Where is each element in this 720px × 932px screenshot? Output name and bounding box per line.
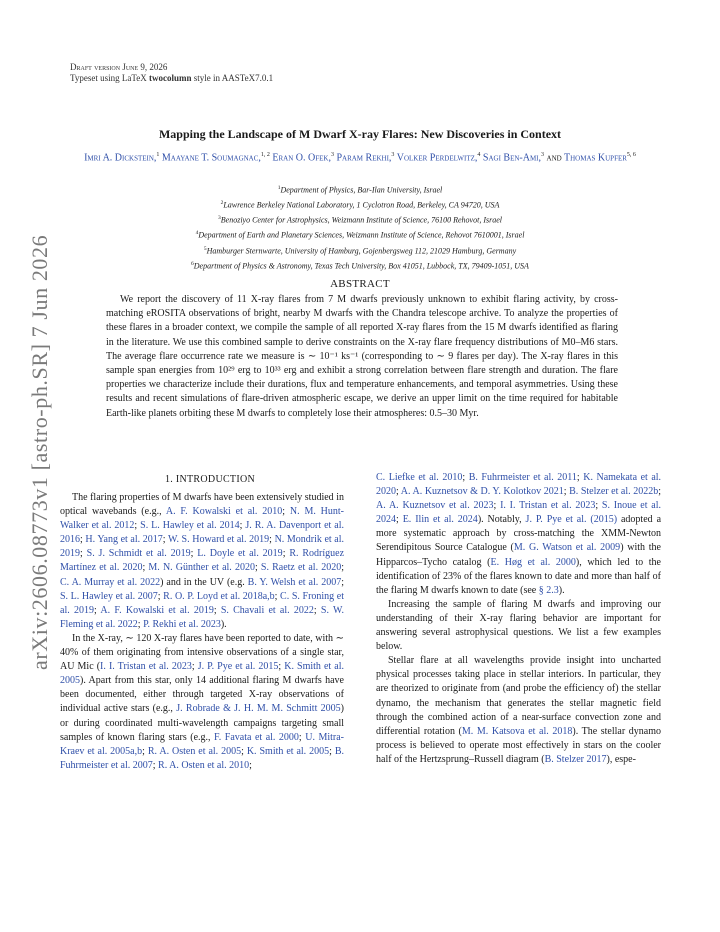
- typeset-line: [70, 73, 273, 84]
- citation-link[interactable]: R. O. P. Loyd et al. 2018a,b: [163, 590, 275, 602]
- intro-paragraph-3: Increasing the sample of flaring M dwarfs and improving our understanding of their X-ray flaring behavior are important for answering several astrophysical questions. We list a few examples below.: [376, 598, 661, 653]
- citation-link[interactable]: J. R. A. Davenport et al. 2016: [60, 520, 344, 546]
- affiliation-line: [60, 258, 660, 273]
- latex-logo: LaTeX: [121, 73, 147, 83]
- intro-paragraph-2: In the X-ray, ∼ 120 X-ray flares have been reported to date, with ∼ 40% of them originating from intensive observations of a single star, AU Mic (I. I. Tristan et al. 2023; J. P. Pye et al. 2015; K. Smith et al. 2005). Apart from this star, only 14 additional flaring M dwarfs have been documented, either through targeted X-ray observations of individual active stars (e.g., J. Robrade & J. H. M. M. Schmitt 2005) or during coordinated multi-wavelength campaigns targeting small samples of known flaring stars (e.g., F. Favata et al. 2000; U. Mitra-Kraev et al. 2005a,b; R. A. Osten et al. 2005; K. Smith et al. 2005; B. Fuhrmeister et al. 2007; R. A. Osten et al. 2010;: [60, 632, 345, 771]
- citation-link[interactable]: I. I. Tristan et al. 2023: [100, 661, 192, 673]
- left-column: [60, 491, 344, 773]
- affiliation-marker: 4: [195, 230, 199, 237]
- paper-title: Mapping the Landscape of M Dwarf X-ray Flares: New Discoveries in Context: [158, 127, 562, 141]
- citation-link[interactable]: B. Stelzer 2017: [544, 753, 607, 765]
- citation-link[interactable]: A. A. Kuznetsov & D. Y. Kolotkov 2021: [400, 486, 564, 498]
- affiliation-marker: 2: [220, 200, 224, 207]
- citation-link[interactable]: R. A. Osten et al. 2010: [158, 759, 250, 771]
- citation-link[interactable]: H. Yang et al. 2017: [85, 534, 163, 546]
- draft-version-text: Draft version June 9, 2026: [70, 62, 168, 72]
- affiliation-marker: 3: [218, 215, 221, 222]
- citation-link[interactable]: N. M. Hunt-Walker et al. 2012: [60, 506, 345, 532]
- citation-link[interactable]: J. P. Pye et al. 2015: [197, 661, 279, 673]
- citation-link[interactable]: W. S. Howard et al. 2019: [167, 534, 270, 546]
- affiliation-line: [60, 212, 660, 227]
- author-name[interactable]: Imri A. Dickstein,: [84, 152, 157, 164]
- affiliation-text: Hamburger Sternwarte, University of Hamburg, Gojenbergsweg 112, 21029 Hamburg, Germany: [206, 246, 517, 256]
- citation-link[interactable]: K. Smith et al. 2005: [60, 661, 345, 687]
- author-name[interactable]: Thomas Kupfer: [564, 152, 627, 164]
- citation-link[interactable]: L. Doyle et al. 2019: [197, 548, 283, 560]
- author-name[interactable]: Maayane T. Soumagnac,: [161, 152, 261, 164]
- citation-link[interactable]: P. Rekhi et al. 2023: [143, 618, 221, 630]
- author-and-word: and: [544, 152, 565, 164]
- citation-link[interactable]: S. Raetz et al. 2020: [260, 562, 342, 574]
- citation-link[interactable]: C. S. Froning et al. 2019: [60, 590, 344, 616]
- citation-link[interactable]: B. Fuhrmeister et al. 2011: [468, 472, 577, 483]
- citation-link[interactable]: R. Rodríguez Martínez et al. 2020: [60, 548, 345, 574]
- citation-link[interactable]: E. Høg et al. 2000: [490, 556, 576, 568]
- typeset-style: twocolumn: [148, 73, 192, 83]
- citation-link[interactable]: E. Ilin et al. 2024: [402, 514, 478, 526]
- author-affiliation-marker: 3: [391, 152, 395, 158]
- citation-link[interactable]: S. W. Fleming et al. 2022: [60, 604, 345, 630]
- author-affiliation-marker: 3: [541, 152, 545, 158]
- citation-link[interactable]: F. Favata et al. 2000: [214, 731, 299, 743]
- section-heading-introduction: 1. INTRODUCTION: [164, 474, 256, 485]
- right-column: [376, 471, 661, 767]
- citation-link[interactable]: U. Mitra-Kraev et al. 2005a,b: [60, 731, 344, 757]
- author-affiliation-marker: 4: [477, 152, 481, 158]
- citation-link[interactable]: § 2.3: [538, 584, 559, 596]
- draft-version-line: [70, 62, 167, 73]
- author-affiliation-marker: 1, 2: [260, 152, 270, 158]
- citation-link[interactable]: S. L. Hawley et al. 2014: [140, 520, 240, 532]
- citation-link[interactable]: A. F. Kowalski et al. 2019: [100, 604, 214, 616]
- citation-link[interactable]: S. Inoue et al. 2024: [376, 500, 662, 526]
- author-affiliation-marker: 3: [330, 152, 334, 158]
- citation-link[interactable]: I. I. Tristan et al. 2023: [500, 500, 596, 512]
- citation-link[interactable]: M. M. Katsova et al. 2018: [461, 725, 573, 737]
- affiliation-marker: 6: [191, 260, 194, 267]
- affiliation-marker: 5: [203, 245, 207, 252]
- author-affiliation-marker: 1: [156, 152, 160, 158]
- arxiv-sidebar-id: arXiv:2606.08773v1 [astro-ph.SR] 7 Jun 2026: [27, 234, 52, 670]
- author-list: [70, 149, 650, 164]
- typeset-suffix: style in AASTeX7.0.1: [191, 73, 274, 83]
- affiliation-text: Department of Physics & Astronomy, Texas Tech University, Box 41051, Lubbock, TX, 79409-1051, USA: [193, 261, 529, 271]
- affiliation-line: [60, 243, 660, 258]
- affiliation-line: [60, 197, 660, 212]
- citation-link[interactable]: J. P. Pye et al. (2015): [525, 514, 618, 526]
- citation-link[interactable]: B. Stelzer et al. 2022b: [569, 486, 659, 498]
- citation-link[interactable]: M. G. Watson et al. 2009: [513, 542, 621, 554]
- citation-link[interactable]: M. N. Günther et al. 2020: [148, 562, 255, 574]
- affiliation-list: [60, 182, 660, 273]
- abstract-heading: ABSTRACT: [330, 278, 390, 290]
- affiliation-text: Department of Physics, Bar-Ilan University, Israel: [280, 185, 443, 195]
- author-name[interactable]: Param Rekhi,: [336, 152, 392, 164]
- intro-paragraph-4: Stellar flare at all wavelengths provide insight into uncharted physical processes taking place in stellar interiors. In particular, they are theorized to originate from (and probe the efficiency of) the stellar dynamo, the mechanism that generates the stellar magnetic field through the combined action of a near-surface convection zone and differential rotation (M. M. Katsova et al. 2018). The stellar dynamo process is believed to operate most effectively in stars on the cooler half of the Hertzsprung–Russell diagram (B. Stelzer 2017), espe-: [376, 655, 661, 765]
- citation-link[interactable]: A. F. Kowalski et al. 2010: [165, 506, 283, 518]
- citation-link[interactable]: R. A. Osten et al. 2005: [147, 745, 242, 757]
- author-name[interactable]: Volker Perdelwitz,: [396, 152, 478, 164]
- citation-link[interactable]: S. Chavali et al. 2022: [220, 604, 314, 616]
- citation-link[interactable]: K. Smith et al. 2005: [246, 745, 330, 757]
- citation-link[interactable]: B. Y. Welsh et al. 2007: [247, 576, 342, 588]
- intro-paragraph-2-continued: C. Liefke et al. 2010; B. Fuhrmeister et al. 2011; K. Namekata et al. 2020; A. A. Kuznetsov & D. Y. Kolotkov 2021; B. Stelzer et al. 2022b; A. A. Kuznetsov et al. 2023; I. I. Tristan et al. 2023; S. Inoue et al. 2024; E. Ilin et al. 2024). Notably, J. P. Pye et al. (2015) adopted a more systematic approach by cross-matching the XMM-Newton Serendipitous Source Catalogue (M. G. Watson et al. 2009) with the Hipparcos–Tycho catalog (E. Høg et al. 2000), which led to the identification of 23% of the flares known to date and more than half of the flaring M dwarfs known to date (see § 2.3).: [376, 472, 662, 596]
- author-name[interactable]: Eran O. Ofek,: [272, 152, 331, 164]
- intro-paragraph-1: The flaring properties of M dwarfs have been extensively studied in optical wavebands (e.g., A. F. Kowalski et al. 2010; N. M. Hunt-Walker et al. 2012; S. L. Hawley et al. 2014; J. R. A. Davenport et al. 2016; H. Yang et al. 2017; W. S. Howard et al. 2019; N. Mondrik et al. 2019; S. J. Schmidt et al. 2019; L. Doyle et al. 2019; R. Rodríguez Martínez et al. 2020; M. N. Günther et al. 2020; S. Raetz et al. 2020; C. A. Murray et al. 2022) and in the UV (e.g. B. Y. Welsh et al. 2007; S. L. Hawley et al. 2007; R. O. P. Loyd et al. 2018a,b; C. S. Froning et al. 2019; A. F. Kowalski et al. 2019; S. Chavali et al. 2022; S. W. Fleming et al. 2022; P. Rekhi et al. 2023).: [60, 492, 345, 630]
- citation-link[interactable]: A. A. Kuznetsov et al. 2023: [376, 500, 494, 512]
- affiliation-line: [60, 227, 660, 242]
- citation-link[interactable]: N. Mondrik et al. 2019: [60, 534, 345, 560]
- citation-link[interactable]: K. Namekata et al. 2020: [376, 472, 662, 498]
- affiliation-text: Department of Earth and Planetary Sciences, Weizmann Institute of Science, Rehovot 7610001, Israel: [198, 231, 525, 241]
- author-affiliation-marker: 5, 6: [626, 152, 636, 158]
- abstract-text: We report the discovery of 11 X-ray flares from 7 M dwarfs previously unknown to exhibit flaring activity, by cross-matching eROSITA observations of bright, nearby M dwarfs with the Chandra telescope archive. To analyze the properties of these flares in a broader context, we compile the sample of all reported X-ray flares from the 15 M dwarfs identified as flaring in the literature. We use this combined sample to derive constraints on the X-ray flare frequency distributions of M0–M6 stars. The average flare occurrence rate we measure is ∼ 10⁻¹ ks⁻¹ (corresponding to ∼ 9 flares per day). The X-ray flares in this sample span energies from 10²⁹ erg to 10³³ erg and exhibit a strong correlation between flare strength and duration. The flare properties we characterize include their durations, flux and temperature enhancements, and temporal asymmetries. Using these results and recent simulations of flare-driven atmospheric escape, we derive an upper limit on the time required for habitable Earth-like planets orbiting these M dwarfs to completely lose their atmospheres: 0.5–30 Myr.: [106, 294, 618, 419]
- affiliation-line: [60, 182, 660, 197]
- citation-link[interactable]: S. L. Hawley et al. 2007: [60, 590, 158, 602]
- citation-link[interactable]: J. Robrade & J. H. M. M. Schmitt 2005: [176, 703, 341, 715]
- affiliation-text: Lawrence Berkeley National Laboratory, 1 Cyclotron Road, Berkeley, CA 94720, USA: [223, 200, 500, 210]
- citation-link[interactable]: B. Fuhrmeister et al. 2007: [60, 745, 345, 771]
- affiliation-marker: 1: [277, 185, 281, 191]
- citation-link[interactable]: C. A. Murray et al. 2022: [60, 576, 161, 588]
- citation-link[interactable]: C. Liefke et al. 2010: [376, 472, 463, 483]
- affiliation-text: Benoziyo Center for Astrophysics, Weizmann Institute of Science, 76100 Rehovot, Israel: [220, 215, 502, 225]
- citation-link[interactable]: S. J. Schmidt et al. 2019: [86, 548, 191, 560]
- typeset-prefix: Typeset using: [70, 73, 122, 83]
- author-name[interactable]: Sagi Ben-Ami,: [482, 152, 542, 164]
